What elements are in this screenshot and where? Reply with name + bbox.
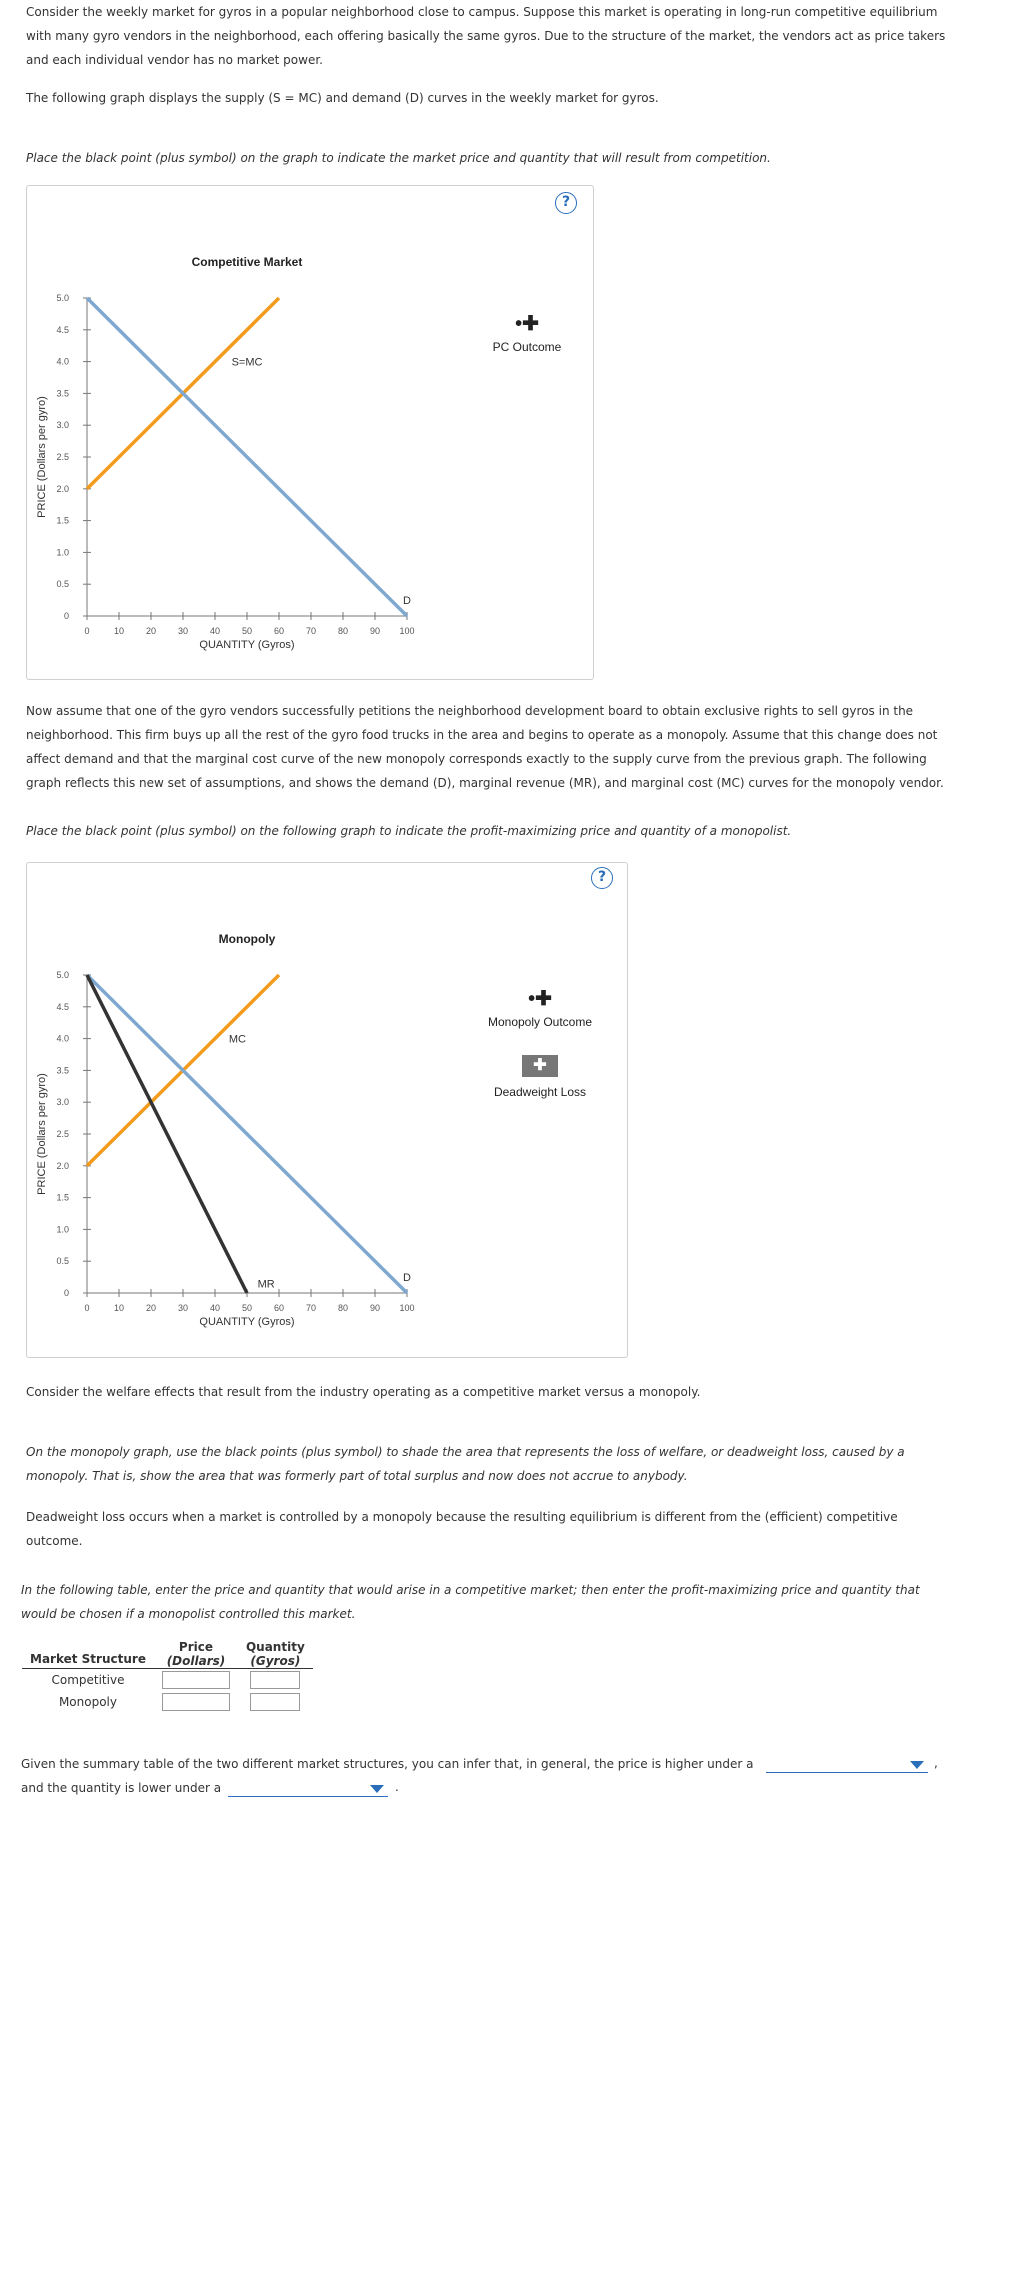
x-tick-label: 100: [399, 626, 415, 636]
x-tick-label: 100: [399, 1303, 415, 1313]
pc-outcome-tool[interactable]: [467, 314, 587, 354]
col-market-structure: Market Structure: [22, 1640, 154, 1669]
x-tick-label: 20: [145, 626, 157, 636]
y-tick-label: 2.0: [56, 483, 69, 494]
monopoly-graph-panel: [26, 862, 628, 1358]
x-tick-label: 0: [84, 626, 90, 636]
x-tick-label: 80: [337, 626, 349, 636]
chart-title: Competitive Market: [191, 255, 303, 269]
chevron-down-icon: [910, 1761, 924, 1769]
plus-icon[interactable]: ✚: [522, 313, 539, 335]
series-label: S=MC: [231, 356, 263, 369]
competitive-market-chart[interactable]: [27, 186, 593, 679]
series-line-d: [87, 975, 407, 1293]
help-icon[interactable]: ?: [555, 192, 577, 214]
y-tick-label: 3.0: [56, 420, 69, 431]
col-quantity-unit: (Gyros): [250, 1654, 301, 1668]
deadweight-loss-tool[interactable]: [465, 1055, 615, 1099]
instruction-competitive: Place the black point (plus symbol) on the graph to indicate the market price and quantity that will result from competition.: [26, 151, 771, 165]
instruction-monopoly: Place the black point (plus symbol) on the following graph to indicate the profit-maximizing price and quantity of a monopolist.: [26, 824, 792, 838]
table-instruction: In the following table, enter the price and quantity that would arise in a competitive market; then enter the profit-maximizing price and quantity that would be chosen if a monopolist controlled this market.: [21, 1583, 920, 1621]
x-tick-label: 90: [369, 626, 381, 636]
y-tick-label: 5.0: [56, 293, 69, 303]
conclusion-text-2: and the quantity is lower under a: [21, 1781, 222, 1795]
y-axis-label: PRICE (Dollars per gyro): [36, 396, 48, 518]
x-tick-label: 50: [241, 1303, 253, 1313]
y-tick-label: 4.0: [56, 1033, 69, 1044]
dwl-instruction: On the monopoly graph, use the black points (plus symbol) to shade the area that represents the loss of welfare, or deadweight loss, caused by a monopoly. That is, show the area that was formerly part of total surplus and now does not accrue to anybody.: [26, 1445, 905, 1483]
results-table: [22, 1640, 313, 1713]
x-axis-label: QUANTITY (Gyros): [199, 639, 295, 651]
monopoly-quantity-input[interactable]: [250, 1693, 300, 1711]
monopoly-price-input[interactable]: [162, 1693, 230, 1711]
row-label: Competitive: [51, 1673, 125, 1687]
x-tick-label: 90: [369, 1303, 381, 1313]
y-tick-label: 0.5: [56, 1256, 69, 1267]
pc-outcome-label: PC Outcome: [492, 340, 562, 354]
x-tick-label: 40: [209, 626, 221, 636]
y-tick-label: 1.0: [56, 1224, 69, 1235]
col-price: [154, 1640, 238, 1669]
chevron-down-icon: [370, 1785, 384, 1793]
conclusion-text-1: Given the summary table of the two different market structures, you can infer that, in general, the price is higher under a: [21, 1757, 754, 1771]
y-tick-label: 1.5: [56, 515, 69, 526]
series-line-d: [87, 298, 407, 616]
lower-quantity-dropdown[interactable]: [228, 1780, 388, 1797]
y-axis-label: PRICE (Dollars per gyro): [36, 1073, 48, 1195]
x-tick-label: 10: [113, 626, 125, 636]
monopoly-intro-paragraph: Now assume that one of the gyro vendors successfully petitions the neighborhood development board to obtain exclusive rights to sell gyros in the neighborhood. This firm buys up all the rest of the gyro food trucks in the area and begins to operate as a monopoly. Assume that this change does not affect demand and that the marginal cost curve of the new monopoly corresponds exactly to the supply curve from the previous graph. The following graph reflects this new set of assumptions, and shows the demand (D), marginal revenue (MR), and marginal cost (MC) curves for the monopoly vendor.: [26, 704, 944, 790]
monopoly-outcome-label: Monopoly Outcome: [487, 1015, 593, 1029]
comma: ,: [934, 1756, 938, 1770]
x-tick-label: 40: [209, 1303, 221, 1313]
series-label: D: [403, 595, 411, 608]
x-tick-label: 80: [337, 1303, 349, 1313]
x-axis-label: QUANTITY (Gyros): [199, 1316, 295, 1328]
y-tick-label: 0.5: [56, 579, 69, 590]
row-label: Monopoly: [58, 1695, 117, 1709]
welfare-paragraph: Consider the welfare effects that result from the industry operating as a competitive market versus a monopoly.: [26, 1385, 701, 1399]
monopoly-chart[interactable]: [27, 863, 627, 1357]
y-tick-label: 3.0: [56, 1097, 69, 1108]
y-tick-label: 1.0: [56, 547, 69, 558]
shade-plus-icon[interactable]: ✚: [522, 1055, 558, 1077]
x-tick-label: 20: [145, 1303, 157, 1313]
y-tick-label: 3.5: [56, 388, 69, 399]
help-icon[interactable]: ?: [591, 867, 613, 889]
table-row: [22, 1669, 313, 1692]
col-price-label: Price: [178, 1640, 213, 1654]
x-tick-label: 50: [241, 626, 253, 636]
intro-graph-note: The following graph displays the supply (S = MC) and demand (D) curves in the weekly market for gyros.: [26, 91, 659, 105]
plus-dot-icon: •: [515, 313, 523, 335]
x-tick-label: 10: [113, 1303, 125, 1313]
period: .: [395, 1780, 399, 1794]
plus-icon[interactable]: ✚: [535, 988, 552, 1010]
competitive-quantity-input[interactable]: [250, 1671, 300, 1689]
y-tick-label: 3.5: [56, 1065, 69, 1076]
intro-paragraph: Consider the weekly market for gyros in a popular neighborhood close to campus. Suppose this market is operating in long-run competitive equilibrium with many gyro vendors in the neighborhood, each offering basically the same gyros. Due to the structure of the market, the vendors act as price takers and each individual vendor has no market power.: [26, 5, 946, 67]
y-tick-label: 0: [63, 611, 69, 621]
y-tick-label: 4.5: [56, 324, 69, 335]
x-tick-label: 70: [305, 1303, 317, 1313]
dwl-explanation: Deadweight loss occurs when a market is controlled by a monopoly because the resulting equilibrium is different from the (efficient) competitive outcome.: [26, 1510, 898, 1548]
higher-price-dropdown[interactable]: [766, 1756, 928, 1773]
competitive-price-input[interactable]: [162, 1671, 230, 1689]
deadweight-loss-label: Deadweight Loss: [493, 1085, 587, 1099]
col-quantity-label: Quantity: [245, 1640, 305, 1654]
x-tick-label: 0: [84, 1303, 90, 1313]
series-label: MR: [257, 1278, 275, 1291]
series-line-mr: [87, 975, 247, 1293]
col-quantity: [238, 1640, 313, 1669]
y-tick-label: 2.0: [56, 1160, 69, 1171]
table-row: [22, 1691, 313, 1713]
series-label: D: [403, 1272, 411, 1285]
y-tick-label: 1.5: [56, 1192, 69, 1203]
y-tick-label: 4.5: [56, 1001, 69, 1012]
series-label: MC: [228, 1033, 246, 1046]
x-tick-label: 60: [273, 626, 285, 636]
col-price-unit: (Dollars): [166, 1654, 226, 1668]
x-tick-label: 60: [273, 1303, 285, 1313]
chart-title: Monopoly: [218, 932, 276, 946]
y-tick-label: 2.5: [56, 452, 69, 462]
monopoly-outcome-tool[interactable]: [465, 989, 615, 1029]
x-tick-label: 30: [177, 626, 189, 636]
x-tick-label: 70: [305, 626, 317, 636]
plus-dot-icon: •: [528, 988, 536, 1010]
y-tick-label: 4.0: [56, 356, 69, 367]
y-tick-label: 0: [63, 1288, 69, 1298]
x-tick-label: 30: [177, 1303, 189, 1313]
y-tick-label: 5.0: [56, 970, 69, 980]
y-tick-label: 2.5: [56, 1129, 69, 1139]
competitive-graph-panel: [26, 185, 594, 680]
